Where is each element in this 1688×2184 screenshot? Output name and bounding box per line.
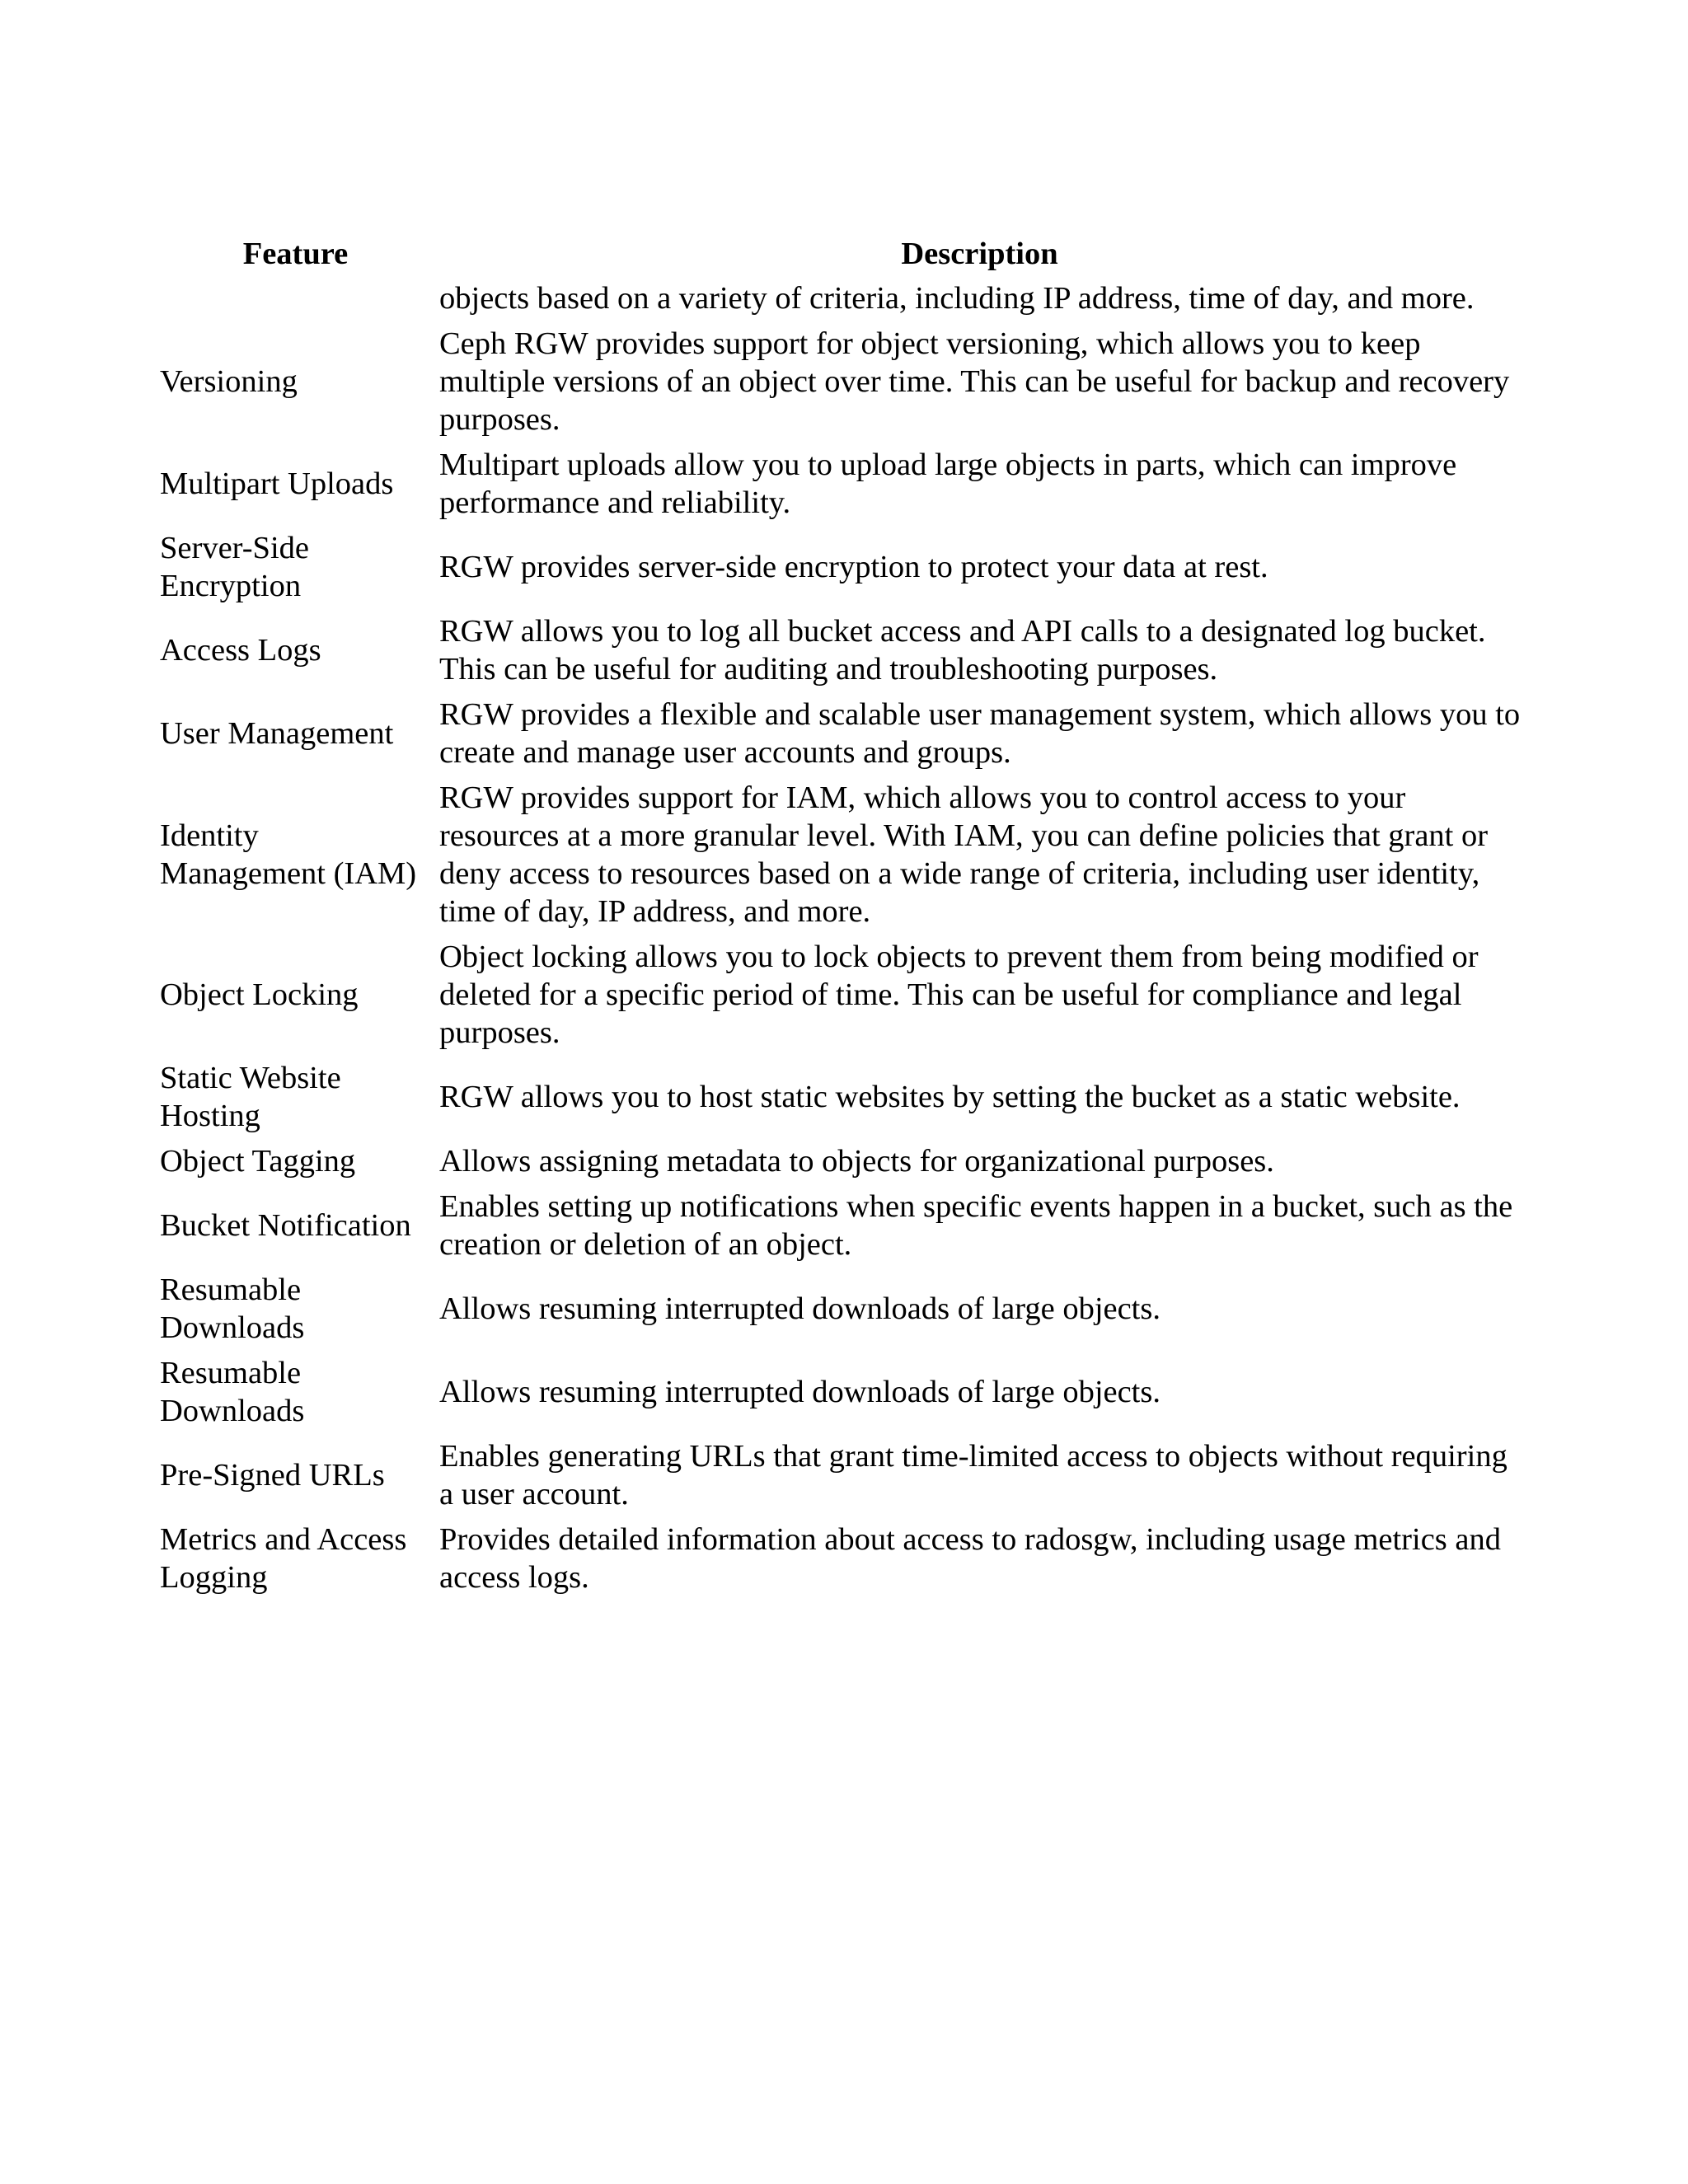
feature-table	[157, 235, 1525, 1601]
description-cell: RGW provides server-side encryption to protect your data at rest.	[439, 550, 1268, 584]
table-row	[157, 935, 1525, 1056]
feature-cell	[157, 276, 434, 321]
feature-cell: Object Locking	[160, 977, 359, 1012]
feature-cell: Identity Management (IAM)	[160, 818, 417, 891]
feature-cell: Access Logs	[160, 633, 321, 668]
table-row	[157, 1351, 1525, 1434]
description-cell: RGW provides a flexible and scalable user management system, which allows you to create and manage user accounts and groups.	[439, 697, 1521, 770]
description-cell: RGW provides support for IAM, which allows you to control access to your resources at a more granular level. With IAM, you can define policies that grant or deny access to resources based on a wide range of criteria, including user identity, time of day, IP address, and more.	[439, 780, 1489, 929]
feature-cell: Pre-Signed URLs	[160, 1458, 385, 1493]
table-row	[157, 1268, 1525, 1351]
description-cell: Enables setting up notifications when specific events happen in a bucket, such as the creation or deletion of an object.	[439, 1189, 1513, 1262]
feature-cell: Object Tagging	[160, 1144, 356, 1179]
table-body	[157, 276, 1525, 1601]
table-row	[157, 776, 1525, 935]
description-cell: Provides detailed information about access to radosgw, including usage metrics and access logs.	[439, 1522, 1501, 1595]
feature-cell: Server-Side Encryption	[160, 531, 309, 603]
description-cell: Allows assigning metadata to objects for organizational purposes.	[439, 1144, 1274, 1179]
feature-cell: Static Website Hosting	[160, 1061, 341, 1133]
feature-cell: Multipart Uploads	[160, 466, 394, 501]
description-cell: Multipart uploads allow you to upload large objects in parts, which can improve performance and reliability.	[439, 448, 1457, 520]
table-row	[157, 692, 1525, 776]
description-column-header: Description	[901, 237, 1058, 271]
feature-cell: User Management	[160, 716, 394, 751]
description-cell: RGW allows you to log all bucket access and API calls to a designated log bucket. This can be useful for auditing and troubleshooting purposes.	[439, 614, 1486, 687]
description-cell: Allows resuming interrupted downloads of large objects.	[439, 1291, 1160, 1326]
description-cell: Allows resuming interrupted downloads of large objects.	[439, 1375, 1160, 1409]
feature-cell: Versioning	[160, 364, 298, 399]
table-row	[157, 1139, 1525, 1184]
feature-column-header: Feature	[242, 237, 349, 271]
header-row	[157, 235, 1525, 276]
feature-cell: Bucket Notification	[160, 1208, 411, 1243]
table-row	[157, 1517, 1525, 1601]
description-cell: Enables generating URLs that grant time-limited access to objects without requiring a user account.	[439, 1439, 1507, 1511]
table-row	[157, 1184, 1525, 1268]
table-row	[157, 1056, 1525, 1139]
feature-cell: Resumable Downloads	[160, 1272, 305, 1345]
table-row	[157, 321, 1525, 443]
feature-cell: Resumable Downloads	[160, 1356, 305, 1428]
description-cell: Object locking allows you to lock objects to prevent them from being modified or deleted for a specific period of time. This can be useful for compliance and legal purposes.	[439, 940, 1479, 1050]
table-row	[157, 276, 1525, 321]
table-header	[157, 235, 1525, 276]
table-row	[157, 609, 1525, 692]
description-cell: RGW allows you to host static websites by setting the bucket as a static website.	[439, 1080, 1461, 1114]
table-row	[157, 443, 1525, 526]
description-cell: Ceph RGW provides support for object versioning, which allows you to keep multiple versions of an object over time. This can be useful for backup and recovery purposes.	[439, 326, 1510, 437]
table-row	[157, 1434, 1525, 1517]
description-cell: objects based on a variety of criteria, including IP address, time of day, and more.	[439, 281, 1475, 316]
feature-cell: Metrics and Access Logging	[160, 1522, 407, 1595]
table-row	[157, 526, 1525, 609]
